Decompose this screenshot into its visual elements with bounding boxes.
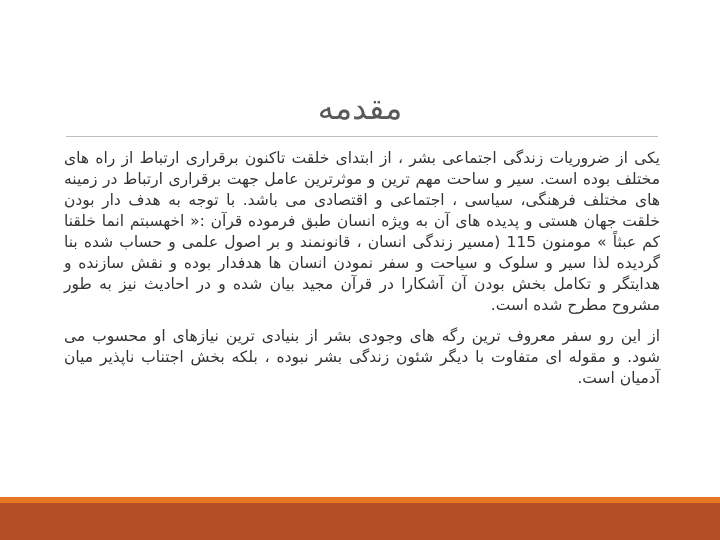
title-divider [66,136,658,137]
slide-title: مقدمه [317,89,403,127]
slide-body [64,148,660,399]
body-paragraph-2: از این رو سفر معروف ترین رگه های وجودی بشر از بنیادی ترین نیازهای او محسوب می شود. و مقوله ای متفاوت با دیگر شئون زندگی بشر نبوده ، بلکه بخش اجتناب ناپذیر میان آدمیان است. [64,327,660,387]
body-paragraph-1: یکی از ضروریات زندگی اجتماعی بشر ، از ابتدای خلقت تاکنون برقراری ارتباط از راه های مختلف بوده است. سیر و ساحت مهم ترین و موثرترین عامل جهت برقراری ارتباط در زمینه های مختلف فرهنگی، سیاسی ، اجتماعی و اقتصادی می باشد. با توجه به هدف دار بودن خلقت جهان هستی و پدیده های آن به ویژه انسان طبق فرموده قرآن :« اخهسبتم انما خلقنا کم عبثاً » مومنون 115 (مسیر زندگی انسان ، قانونمند و بر اصول علمی و حساب شده بنا گردیده لذا سیر و سلوک و سیاحت و سفر نمودن انسان ها هدفدار بوده و نقش سازنده و هدایتگر و تکامل بخش بودن آن آشکارا در قرآن مجید بیان شده و در احادیث نیز به طور مشروح مطرح شده است. [64,149,660,314]
footer-bar [0,503,720,540]
